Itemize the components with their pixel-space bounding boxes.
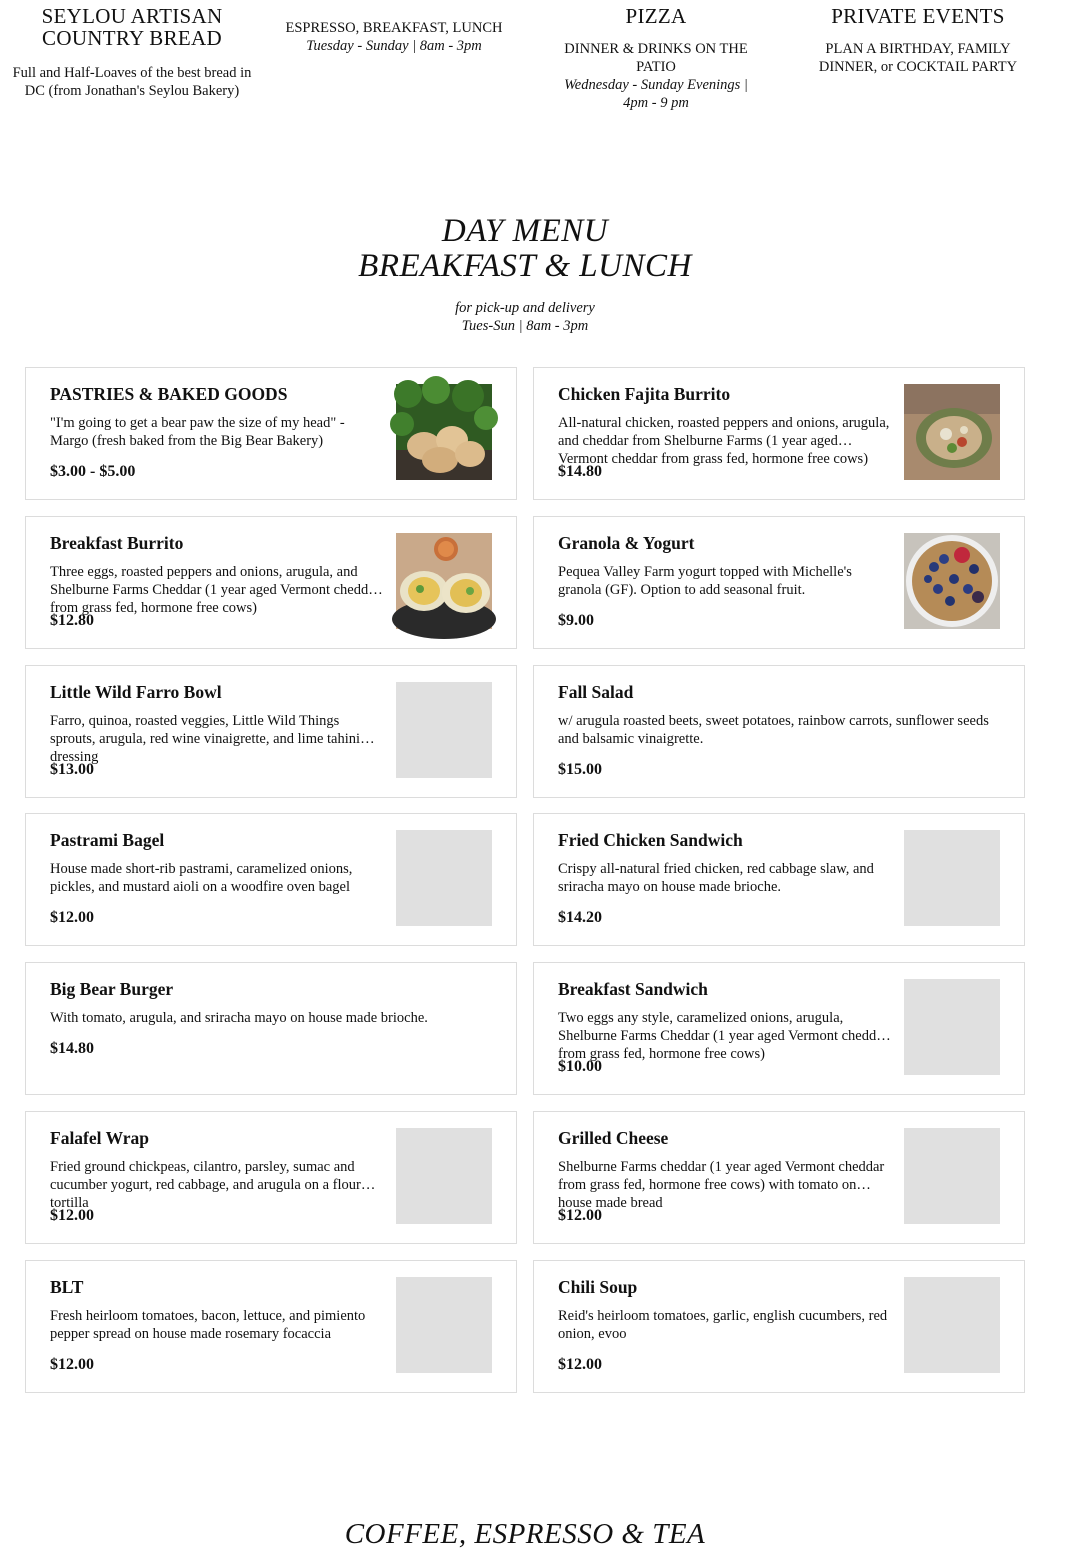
- menu-item-image-placeholder[interactable]: [904, 1128, 1000, 1224]
- menu-note: for pick-up and delivery: [455, 300, 595, 316]
- menu-item-image-placeholder[interactable]: [396, 1277, 492, 1373]
- section-title-coffee: COFFEE, ESPRESSO & TEA: [344, 1518, 706, 1550]
- menu-item-description: Fresh heirloom tomatoes, bacon, lettuce, and pimiento pepper spread on house made rosemary focaccia: [50, 1308, 366, 1342]
- menu-item-photo[interactable]: [396, 533, 492, 629]
- menu-item-image-placeholder[interactable]: [904, 979, 1000, 1075]
- feature-strip: [0, 0, 1050, 130]
- menu-item-description: Fried ground chickpeas, cilantro, parsley, sumac and cucumber yogurt, red cabbage, and arugula on a flour tortilla: [50, 1159, 361, 1211]
- menu-item-price: $9.00: [558, 612, 594, 629]
- menu-item-name: Fall Salad: [558, 682, 634, 702]
- menu-item-name: BLT: [50, 1277, 84, 1297]
- menu-item-card[interactable]: [25, 516, 517, 649]
- menu-item-card[interactable]: [533, 516, 1025, 649]
- feature-desc: DINNER & DRINKS ON THE PATIO: [564, 41, 748, 75]
- menu-item-price: $12.00: [50, 909, 94, 926]
- menu-item-photo[interactable]: [904, 384, 1000, 480]
- feature-desc: PLAN A BIRTHDAY, FAMILY DINNER, or COCKTAIL PARTY: [818, 41, 1018, 75]
- menu-item-description: Farro, quinoa, roasted veggies, Little Wild Things sprouts, arugula, red wine vinaigrette, and lime tahini dressing: [50, 713, 361, 765]
- menu-item-name: PASTRIES & BAKED GOODS: [50, 384, 288, 404]
- menu-item-description: Two eggs any style, caramelized onions, arugula, Shelburne Farms Cheddar (1 year aged Vermont cheddar from grass fed, hormone free cows): [558, 1010, 888, 1062]
- menu-item-name: Breakfast Burrito: [50, 533, 184, 553]
- menu-item-card[interactable]: [533, 1111, 1025, 1244]
- feature-hours: Tuesday - Sunday | 8am - 3pm: [306, 38, 482, 54]
- feature-private-events: [798, 5, 1038, 76]
- menu-item-card[interactable]: [25, 367, 517, 500]
- menu-item-price: $3.00 - $5.00: [50, 463, 136, 480]
- menu-item-price: $12.00: [558, 1356, 602, 1373]
- menu-item-description: Reid's heirloom tomatoes, garlic, english cucumbers, red onion, evoo: [558, 1308, 888, 1342]
- menu-item-description: Crispy all-natural fried chicken, red cabbage slaw, and sriracha mayo on house made brioche.: [558, 861, 874, 895]
- menu-item-price: $12.00: [50, 1356, 94, 1373]
- menu-item-image-placeholder[interactable]: [396, 682, 492, 778]
- feature-hours: Wednesday - Sunday Evenings | 4pm - 9 pm: [564, 77, 748, 111]
- menu-item-description: w/ arugula roasted beets, sweet potatoes, rainbow carrots, sunflower seeds and balsamic vinaigrette.: [558, 713, 989, 747]
- menu-item-image-placeholder[interactable]: [396, 1128, 492, 1224]
- feature-desc: ESPRESSO, BREAKFAST, LUNCH: [285, 20, 503, 36]
- menu-title: DAY MENU: [441, 213, 609, 249]
- feature-title: SEYLOU ARTISAN COUNTRY BREAD: [41, 4, 223, 50]
- menu-item-card[interactable]: [533, 962, 1025, 1095]
- menu-subtitle-heading: BREAKFAST & LUNCH: [358, 248, 692, 284]
- menu-item-price: $13.00: [50, 761, 94, 778]
- menu-item-image-placeholder[interactable]: [904, 1277, 1000, 1373]
- menu-item-name: Fried Chicken Sandwich: [558, 830, 743, 850]
- menu-item-name: Falafel Wrap: [50, 1128, 150, 1148]
- menu-item-name: Chili Soup: [558, 1277, 638, 1297]
- feature-pizza: [536, 5, 776, 112]
- menu-item-price: $12.00: [50, 1207, 94, 1224]
- feature-day-menu: [274, 19, 514, 55]
- menu-item-description: All-natural chicken, roasted peppers and onions, arugula, and cheddar from Shelburne Farms (1 year aged Vermont cheddar from grass fed, hormone free cows): [558, 415, 890, 467]
- menu-item-card[interactable]: [25, 665, 517, 798]
- menu-item-card[interactable]: [25, 813, 517, 946]
- menu-item-card[interactable]: [533, 813, 1025, 946]
- menu-item-price: $12.00: [558, 1207, 602, 1224]
- feature-title: PIZZA: [625, 4, 687, 28]
- menu-item-name: Granola & Yogurt: [558, 533, 695, 553]
- menu-item-name: Breakfast Sandwich: [558, 979, 708, 999]
- menu-item-card[interactable]: [533, 1260, 1025, 1393]
- menu-item-card[interactable]: [25, 1260, 517, 1393]
- menu-item-photo[interactable]: [396, 384, 492, 480]
- menu-item-photo[interactable]: [904, 533, 1000, 629]
- menu-item-name: Big Bear Burger: [50, 979, 174, 999]
- menu-item-name: Little Wild Farro Bowl: [50, 682, 222, 702]
- feature-title: PRIVATE EVENTS: [831, 4, 1005, 28]
- menu-item-price: $10.00: [558, 1058, 602, 1075]
- menu-item-card[interactable]: [25, 962, 517, 1095]
- menu-item-name: Chicken Fajita Burrito: [558, 384, 731, 404]
- menu-item-name: Grilled Cheese: [558, 1128, 669, 1148]
- menu-item-card[interactable]: [533, 665, 1025, 798]
- menu-item-price: $15.00: [558, 761, 602, 778]
- menu-item-description: Pequea Valley Farm yogurt topped with Michelle's granola (GF). Option to add seasonal fruit.: [558, 564, 852, 598]
- menu-item-image-placeholder[interactable]: [396, 830, 492, 926]
- menu-item-description: House made short-rib pastrami, caramelized onions, pickles, and mustard aioli on a woodfire oven bagel: [50, 861, 353, 895]
- menu-item-description: Three eggs, roasted peppers and onions, arugula, and Shelburne Farms Cheddar (1 year aged Vermont cheddar from grass fed, hormone free cows): [50, 564, 380, 616]
- feature-bread: [12, 5, 252, 100]
- menu-item-price: $14.80: [558, 463, 602, 480]
- menu-item-description: With tomato, arugula, and sriracha mayo on house made brioche.: [50, 1010, 428, 1026]
- menu-hours: Tues-Sun | 8am - 3pm: [461, 318, 589, 334]
- menu-item-description: "I'm going to get a bear paw the size of my head" - Margo (fresh baked from the Big Bear Bakery): [50, 415, 345, 449]
- menu-item-card[interactable]: [25, 1111, 517, 1244]
- menu-item-price: $14.20: [558, 909, 602, 926]
- menu-item-card[interactable]: [533, 367, 1025, 500]
- menu-item-description: Shelburne Farms cheddar (1 year aged Vermont cheddar from grass fed, hormone free cows) with tomato on house made bread: [558, 1159, 885, 1211]
- menu-item-name: Pastrami Bagel: [50, 830, 165, 850]
- menu-item-price: $14.80: [50, 1040, 94, 1057]
- feature-desc: Full and Half-Loaves of the best bread in DC (from Jonathan's Seylou Bakery): [12, 65, 252, 99]
- menu-item-price: $12.80: [50, 612, 94, 629]
- menu-item-image-placeholder[interactable]: [904, 830, 1000, 926]
